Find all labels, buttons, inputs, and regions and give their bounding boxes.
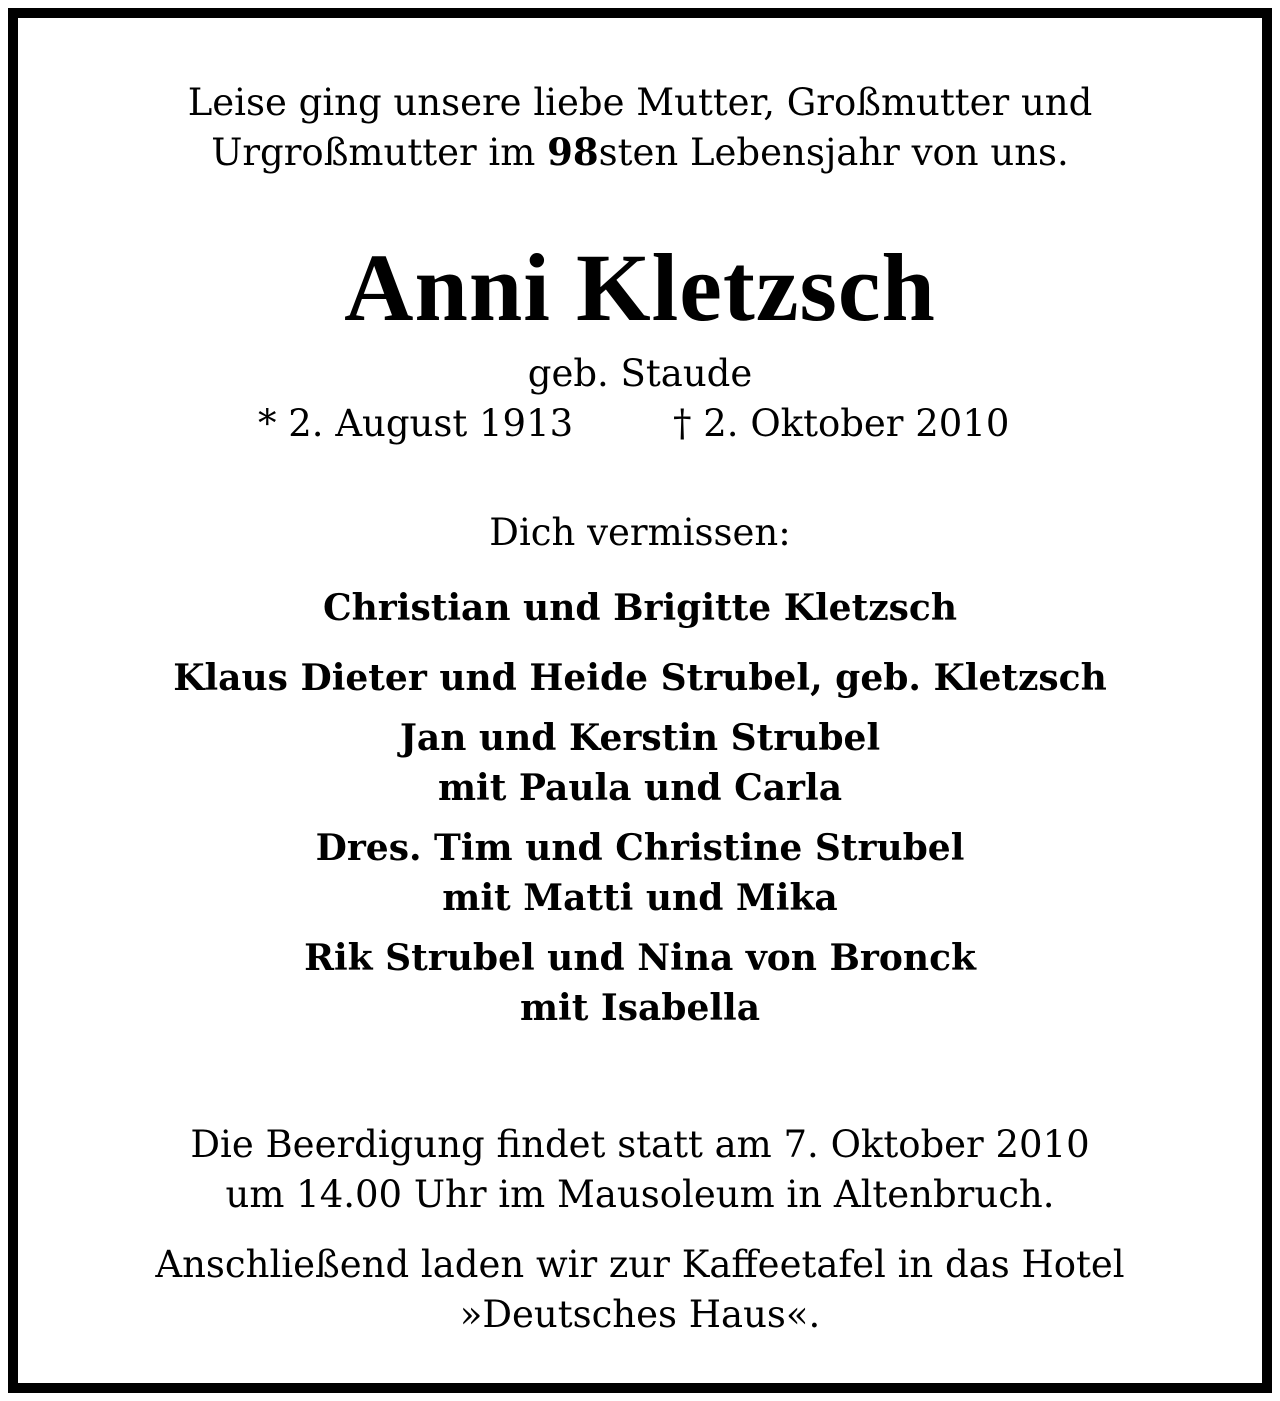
reception-line-1: Anschließend laden wir zur Kaffeetafel in das Hotel [155,1243,1125,1286]
intro-line-1: Leise ging unsere liebe Mutter, Großmutter und [187,81,1093,124]
mourner-line: mit Paula und Carla [437,767,843,809]
mourner-line: Dres. Tim und Christine Strubel [315,827,965,869]
mourner-line: mit Isabella [519,987,761,1029]
maiden-name: geb. Staude [527,352,753,395]
mourners-heading: Dich vermissen: [489,511,791,554]
mourner-line: Rik Strubel und Nina von Bronck [304,937,976,979]
obituary-frame [8,8,1272,1393]
intro-line-2 [211,130,1069,174]
funeral-line-2: um 14.00 Uhr im Mausoleum in Altenbruch. [225,1173,1055,1216]
birth-date: * 2. August 1913 [258,402,574,445]
intro-line-2-end: sten Lebensjahr von uns. [598,131,1069,174]
mourner-line: Christian und Brigitte Kletzsch [322,587,958,629]
intro-line-2-start: Urgroßmutter im [211,131,548,174]
mourner-line: Jan und Kerstin Strubel [399,717,881,759]
mourner-line: mit Matti und Mika [442,877,838,919]
deceased-name: Anni Kletzsch [344,234,936,341]
mourner-line: Klaus Dieter und Heide Strubel, geb. Kletzsch [173,657,1107,699]
reception-line-2: »Deutsches Haus«. [459,1293,821,1336]
intro-age: 98 [547,130,599,174]
death-date: † 2. Oktober 2010 [673,402,1010,445]
funeral-line-1: Die Beerdigung findet statt am 7. Oktober 2010 [190,1123,1090,1166]
